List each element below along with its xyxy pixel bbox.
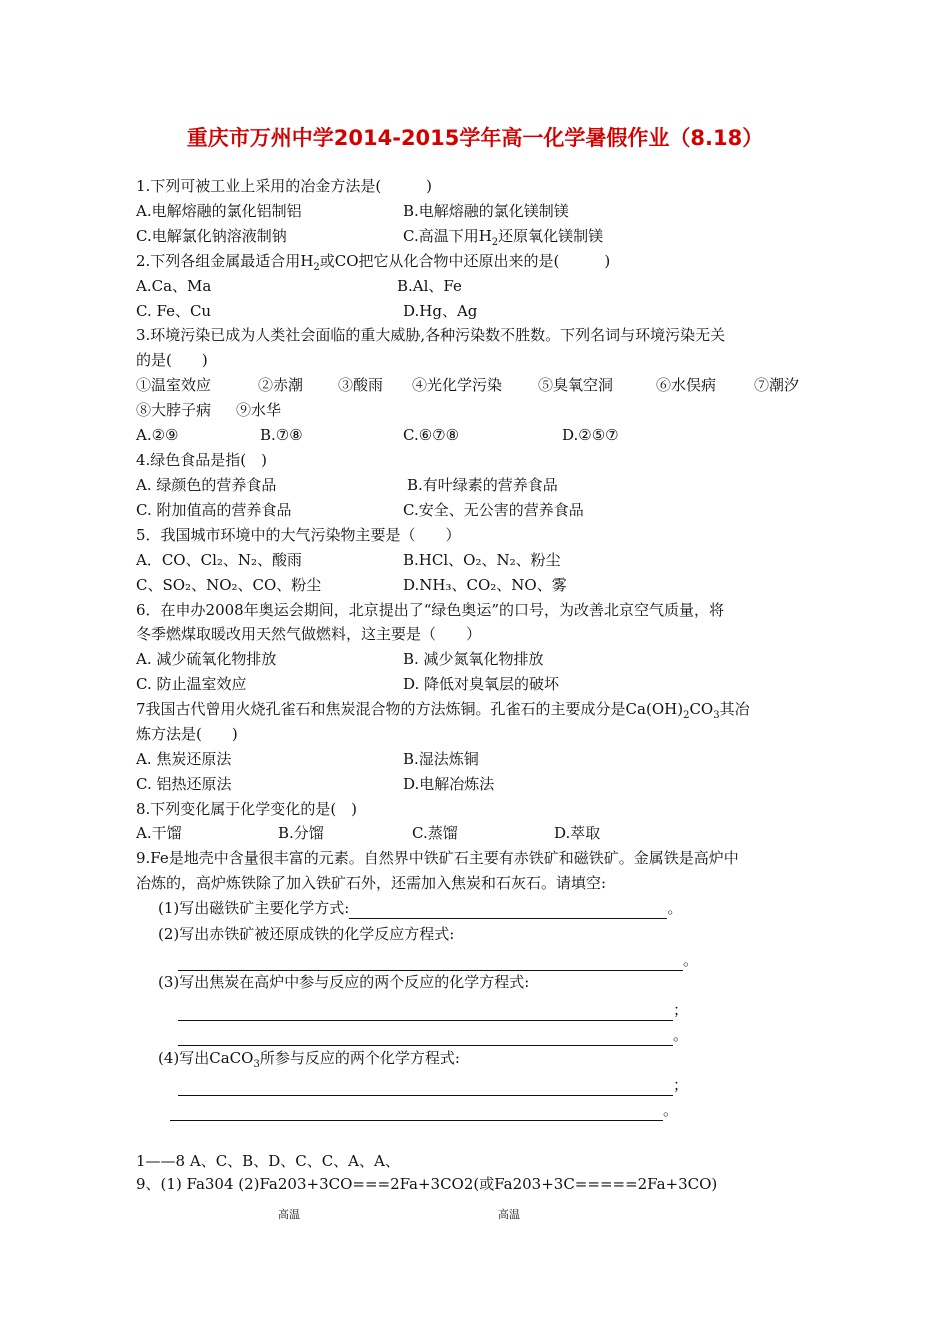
q9-part2: (2)写出赤铁矿被还原成铁的化学反应方程式: <box>158 925 455 943</box>
q9-part3-blank-2[interactable]: 。 <box>178 1024 688 1046</box>
q9-part4-blank-1[interactable]: ； <box>178 1074 688 1096</box>
answers-line-1: 1——8 A、C、B、D、C、C、A、A、 <box>136 1152 400 1170</box>
q8-option-b: B.分馏 <box>278 824 324 842</box>
q6-option-d: D. 降低对臭氧层的破坏 <box>403 675 560 693</box>
q6-stem-line2: 冬季燃煤取暖改用天然气做燃料，这主要是（ ） <box>136 625 482 643</box>
q1-option-b: B.电解熔融的氯化镁制镁 <box>403 202 569 220</box>
q4-option-c: C. 附加值高的营养食品 <box>136 501 292 519</box>
answers-note-2: 高温 <box>498 1208 520 1221</box>
q3-item-5: ⑤臭氧空洞 <box>538 376 614 394</box>
q3-item-6: ⑥水俣病 <box>656 376 717 394</box>
q9-part1: (1)写出磁铁矿主要化学方式: 。 <box>158 899 683 917</box>
q9-part4-blank-2[interactable]: 。 <box>170 1099 678 1121</box>
q7-stem-line1: 7我国古代曾用火烧孔雀石和焦炭混合物的方法炼铜。孔雀石的主要成分是$Ca(OH)_2CO_3$其冶 <box>136 700 750 721</box>
q3-stem-line1: 3.环境污染已成为人类社会面临的重大威胁,各种污染数不胜数。下列名词与环境污染无关 <box>136 326 726 344</box>
q6-option-b: B. 减少氮氧化物排放 <box>403 650 544 668</box>
q7-option-b: B.湿法炼铜 <box>403 750 479 768</box>
q1-option-d: C.高温下用$H_2$还原氧化镁制镁 <box>403 227 604 248</box>
q5-stem: 5．我国城市环境中的大气污染物主要是（ ） <box>136 526 461 544</box>
page-title: 重庆市万州中学2014-2015学年高一化学暑假作业（8.18） <box>186 126 764 150</box>
q3-item-2: ②赤潮 <box>258 376 304 394</box>
q9-part3: (3)写出焦炭在高炉中参与反应的两个反应的化学方程式: <box>158 973 530 991</box>
q2-option-a: A.Ca、Ma <box>136 277 212 295</box>
q3-option-a: A.②⑨ <box>136 426 179 444</box>
q2-stem: 2.下列各组金属最适合用$H_2$或CO把它从化合物中还原出来的是( ) <box>136 252 611 273</box>
q9-stem-line2: 冶炼的，高炉炼铁除了加入铁矿石外，还需加入焦炭和石灰石。请填空: <box>136 874 607 892</box>
q6-stem-line1: 6．在申办2008年奥运会期间，北京提出了“绿色奥运”的口号，为改善北京空气质量，将 <box>136 601 725 619</box>
q2-option-d: D.Hg、Ag <box>403 302 478 320</box>
q3-item-4: ④光化学污染 <box>412 376 503 394</box>
q7-option-c: C. 铝热还原法 <box>136 775 232 793</box>
q6-option-c: C. 防止温室效应 <box>136 675 247 693</box>
q7-option-a: A. 焦炭还原法 <box>136 750 232 768</box>
q1-stem: 1.下列可被工业上采用的冶金方法是( ) <box>136 177 433 195</box>
answers-note-1: 高温 <box>278 1208 300 1221</box>
q3-option-c: C.⑥⑦⑧ <box>403 426 460 444</box>
q5-option-b: B.HCl、O₂、N₂、粉尘 <box>403 551 561 569</box>
q3-option-d: D.②⑤⑦ <box>562 426 619 444</box>
q8-option-c: C.蒸馏 <box>412 824 458 842</box>
q3-item-9: ⑨水华 <box>236 401 282 419</box>
q6-option-a: A. 减少硫氧化物排放 <box>136 650 277 668</box>
q9-part2-blank[interactable]: 。 <box>178 949 698 971</box>
q8-option-d: D.萃取 <box>554 824 601 842</box>
q9-part4: (4)写出CaCO$_3$所参与反应的两个化学方程式: <box>158 1049 460 1070</box>
q8-stem: 8.下列变化属于化学变化的是( ) <box>136 800 358 818</box>
q4-option-a: A. 绿颜色的营养食品 <box>136 476 277 494</box>
q9-part3-blank-1[interactable]: ； <box>178 999 688 1021</box>
q1-option-c: C.电解氯化钠溶液制钠 <box>136 227 287 245</box>
q2-option-b: B.Al、Fe <box>397 277 462 295</box>
q5-option-d: D.NH₃、CO₂、NO、雾 <box>403 576 567 594</box>
q4-option-d: C.安全、无公害的营养食品 <box>403 501 584 519</box>
q3-item-8: ⑧大脖子病 <box>136 401 212 419</box>
q2-option-c: C. Fe、Cu <box>136 302 212 320</box>
q7-stem-line2: 炼方法是( ) <box>136 725 238 743</box>
q3-item-1: ①温室效应 <box>136 376 212 394</box>
q4-option-b: B.有叶绿素的营养食品 <box>407 476 558 494</box>
q1-option-a: A.电解熔融的氯化铝制铝 <box>136 202 302 220</box>
q5-option-c: C、SO₂、NO₂、CO、粉尘 <box>136 576 322 594</box>
q9-stem-line1: 9.Fe是地壳中含量很丰富的元素。自然界中铁矿石主要有赤铁矿和磁铁矿。金属铁是高炉中 <box>136 849 739 867</box>
q4-stem: 4.绿色食品是指( ) <box>136 451 268 469</box>
q8-option-a: A.干馏 <box>136 824 182 842</box>
q3-item-3: ③酸雨 <box>338 376 384 394</box>
q7-option-d: D.电解冶炼法 <box>403 775 495 793</box>
q3-stem-line2: 的是( ) <box>136 351 208 369</box>
answers-line-2: 9、(1) Fa304 (2)Fa203+3CO===2Fa+3CO2(或Fa203+3C=====2Fa+3CO) <box>136 1175 718 1193</box>
q3-item-7: ⑦潮汐 <box>754 376 800 394</box>
q5-option-a: A．CO、Cl₂、N₂、酸雨 <box>136 551 303 569</box>
q3-option-b: B.⑦⑧ <box>260 426 303 444</box>
